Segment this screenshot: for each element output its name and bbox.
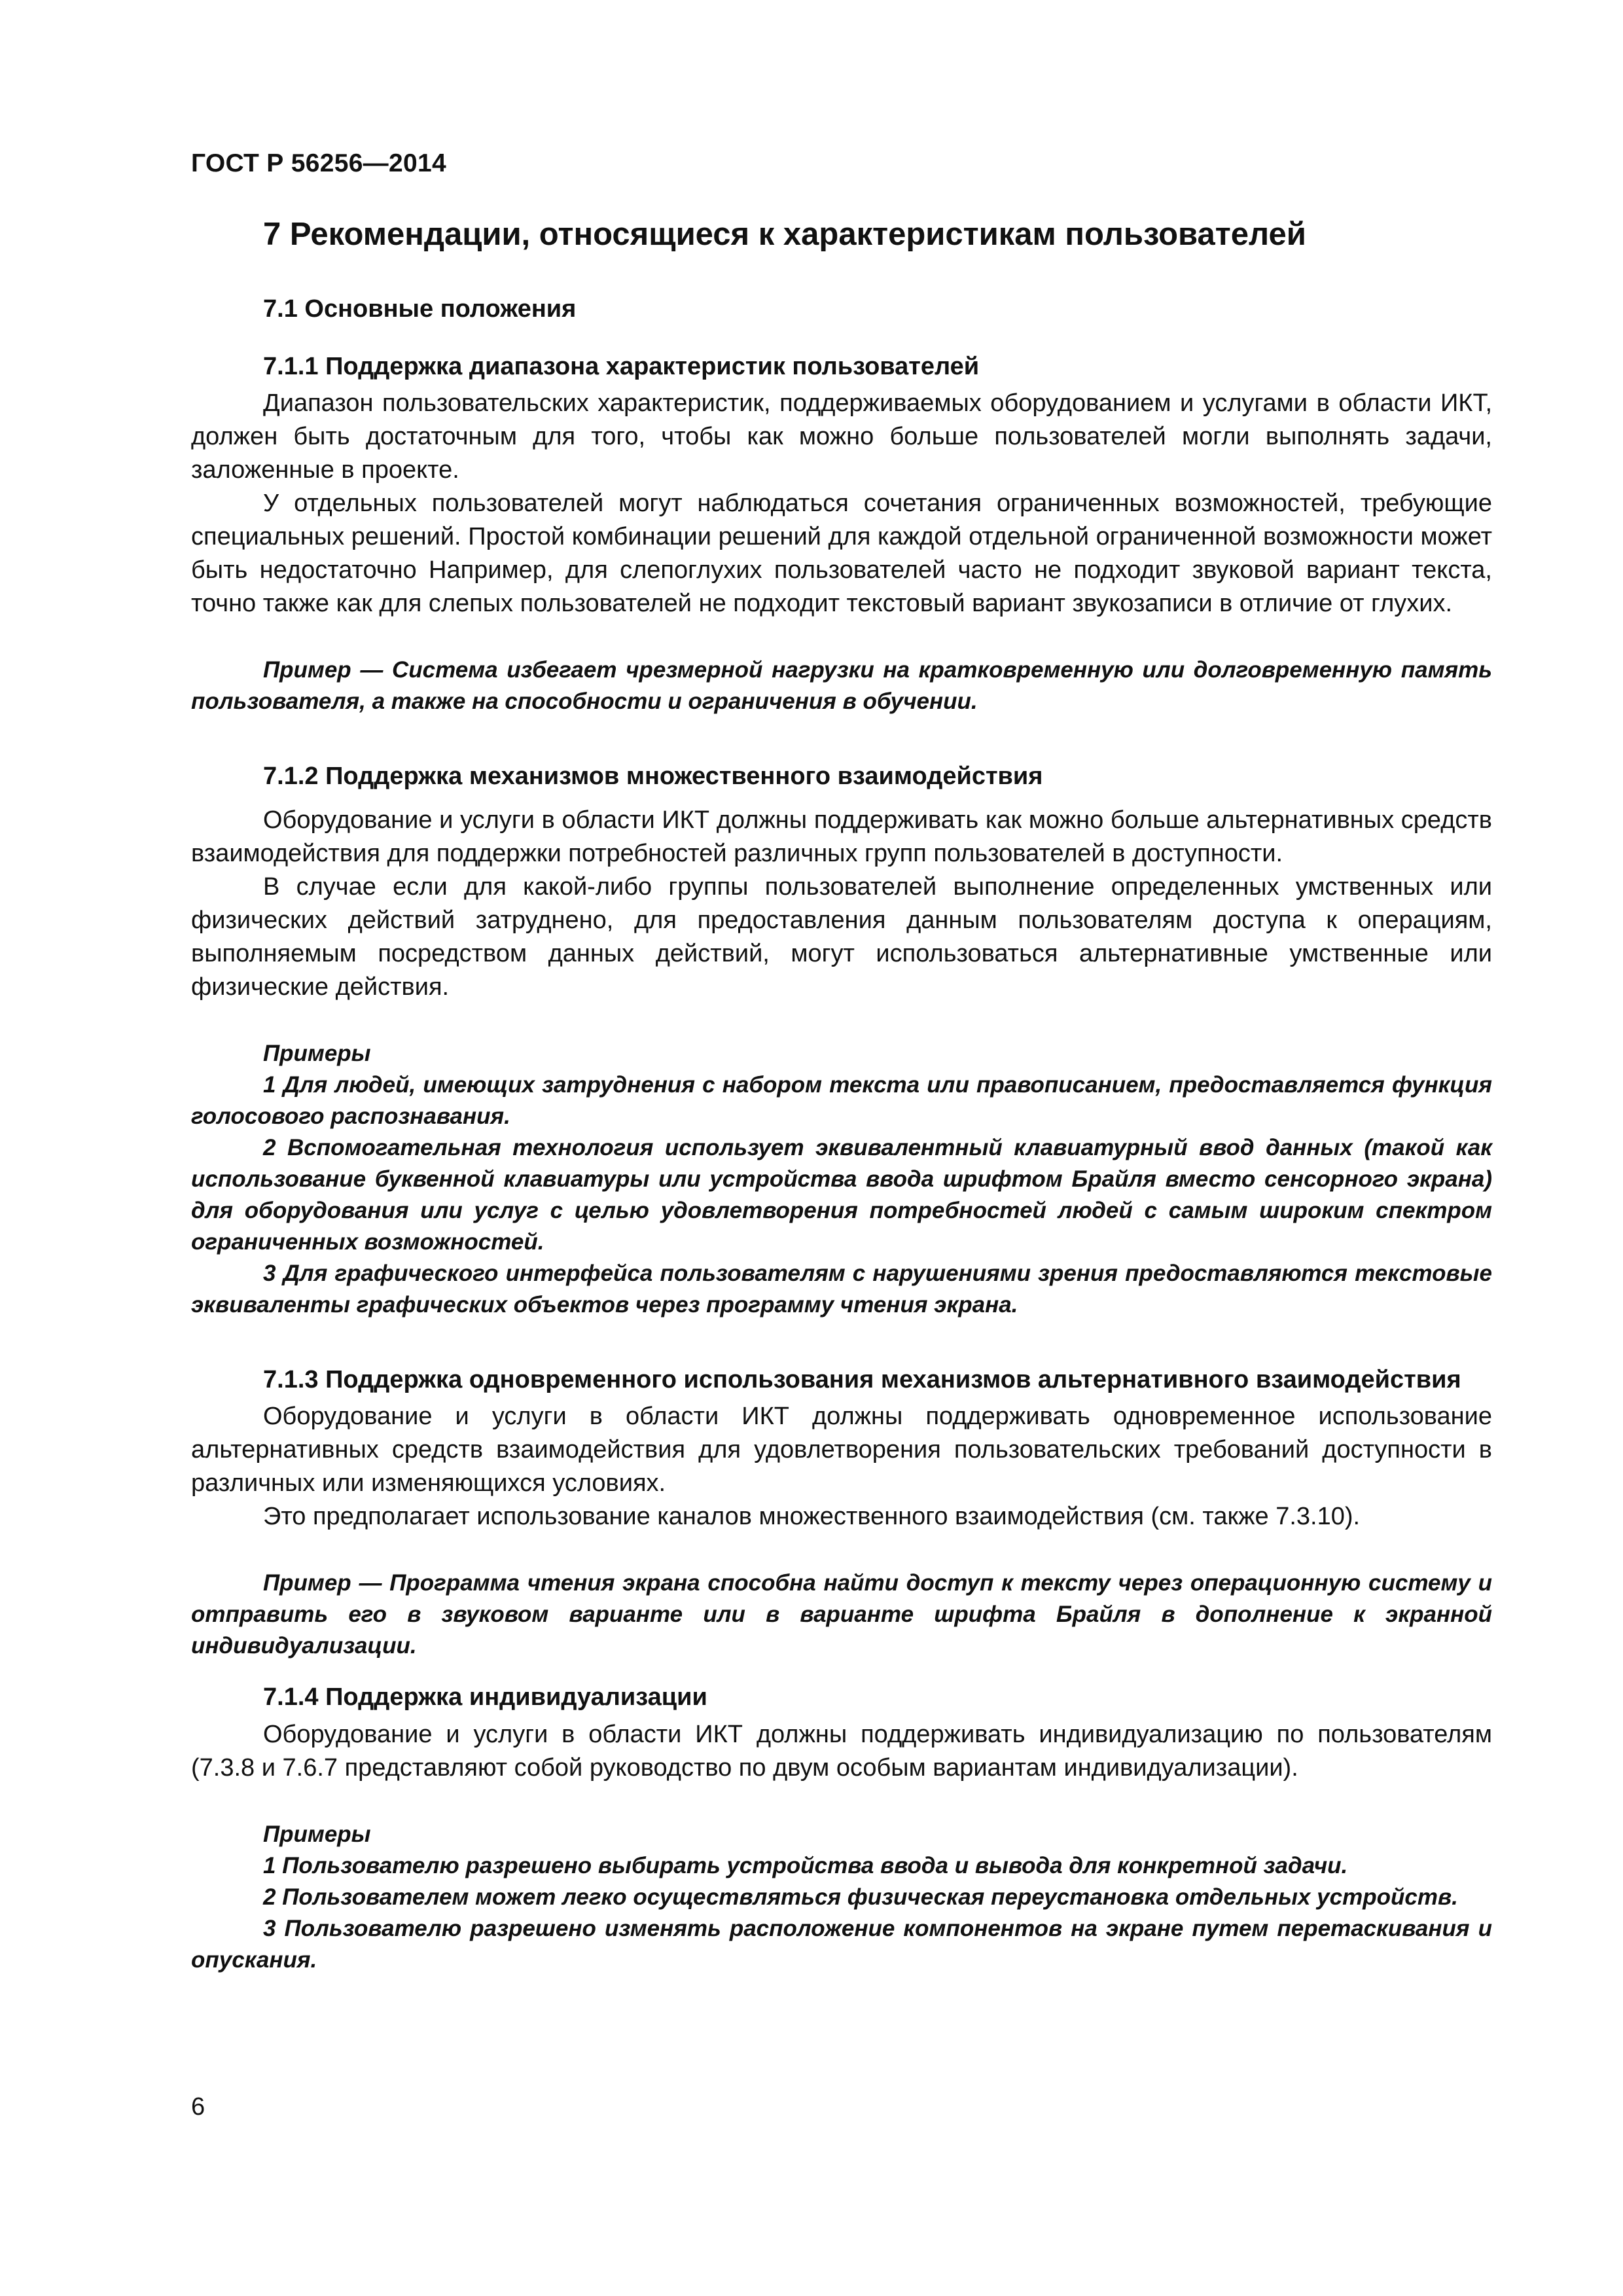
- paragraph: Оборудование и услуги в области ИКТ должны поддерживать индивидуализацию по пользователям (7.3.8 и 7.6.7 представляют собой руководство по двум особым вариантам индивидуализации).: [191, 1720, 1492, 1782]
- example-item: 1 Пользователю разрешено выбирать устройства ввода и вывода для конкретной задачи.: [263, 1852, 1348, 1878]
- example-item: 2 Вспомогательная технология использует эквивалентный клавиатурный ввод данных (такой как использование буквенной клавиатуры или устройства ввода шрифтом Брайля вместо сенсорного экрана) для оборудования или услуг с целью удовлетворения потребностей людей с самым широким спектром ограниченных возможностей.: [191, 1134, 1492, 1255]
- paragraph: Оборудование и услуги в области ИКТ должны поддерживать одновременное использование альтернативных средств взаимодействия для удовлетворения пользовательских требований доступности в различных или изменяющихся условиях.: [191, 1403, 1492, 1498]
- example-item: 3 Пользователю разрешено изменять расположение компонентов на экране путем перетаскивания и опускания.: [191, 1915, 1492, 1973]
- examples-label: Примеры: [263, 1040, 371, 1066]
- clause-7-1-4-title: 7.1.4 Поддержка индивидуализации: [263, 1683, 707, 1712]
- example-note: Пример — Программа чтения экрана способна найти доступ к тексту через операционную систему и отправить его в звуковом варианте или в варианте шрифта Брайля в дополнение к экранной индивидуализации.: [191, 1570, 1492, 1659]
- document-code-header: ГОСТ Р 56256—2014: [191, 149, 446, 177]
- clause-7-1-1-title: 7.1.1 Поддержка диапазона характеристик пользователей: [263, 352, 980, 380]
- example-item: 2 Пользователем может легко осуществляться физическая переустановка отдельных устройств.: [263, 1884, 1458, 1910]
- page-content: [191, 216, 1492, 1976]
- examples-label: Примеры: [263, 1821, 371, 1847]
- paragraph: В случае если для какой-либо группы пользователей выполнение определенных умственных или физических действий затруднено, для предоставления данным пользователям доступа к операциям, выполняемым посредством данных действий, могут использоваться альтернативные умственные или физические действия.: [191, 872, 1492, 1001]
- example-item: 1 Для людей, имеющих затруднения с набором текста или правописанием, предоставляется функция голосового распознавания.: [191, 1071, 1492, 1129]
- clause-7-1-2-title: 7.1.2 Поддержка механизмов множественного взаимодействия: [263, 762, 1043, 791]
- paragraph: Оборудование и услуги в области ИКТ должны поддерживать как можно больше альтернативных средств взаимодействия для поддержки потребностей различных групп пользователей в доступности.: [191, 806, 1492, 867]
- page-number: 6: [191, 2093, 205, 2121]
- example-item: 3 Для графического интерфейса пользователям с нарушениями зрения предоставляются текстовые эквиваленты графических объектов через программу чтения экрана.: [191, 1260, 1492, 1318]
- paragraph: Диапазон пользовательских характеристик, поддерживаемых оборудованием и услугами в области ИКТ, должен быть достаточным для того, чтобы как можно больше пользователей могли выполнять задачи, заложенные в проекте.: [191, 389, 1492, 484]
- example-note: Пример — Система избегает чрезмерной нагрузки на кратковременную или долговременную память пользователя, а также на способности и ограничения в обучении.: [191, 657, 1492, 715]
- section-title: 7 Рекомендации, относящиеся к характеристикам пользователей: [263, 217, 1306, 252]
- subsection-title: 7.1 Основные положения: [263, 295, 577, 323]
- paragraph: Это предполагает использование каналов множественного взаимодействия (см. также 7.3.10).: [263, 1503, 1361, 1531]
- clause-7-1-3-title: 7.1.3 Поддержка одновременного использования механизмов альтернативного взаимодействия: [263, 1365, 1461, 1393]
- paragraph: У отдельных пользователей могут наблюдаться сочетания ограниченных возможностей, требующие специальных решений. Простой комбинации решений для каждой отдельной ограниченной возможности может быть недостаточно Например, для слепоглухих пользователей часто не подходит звуковой вариант текста, точно также как для слепых пользователей не подходит текстовый вариант звукозаписи в отличие от глухих.: [191, 490, 1492, 618]
